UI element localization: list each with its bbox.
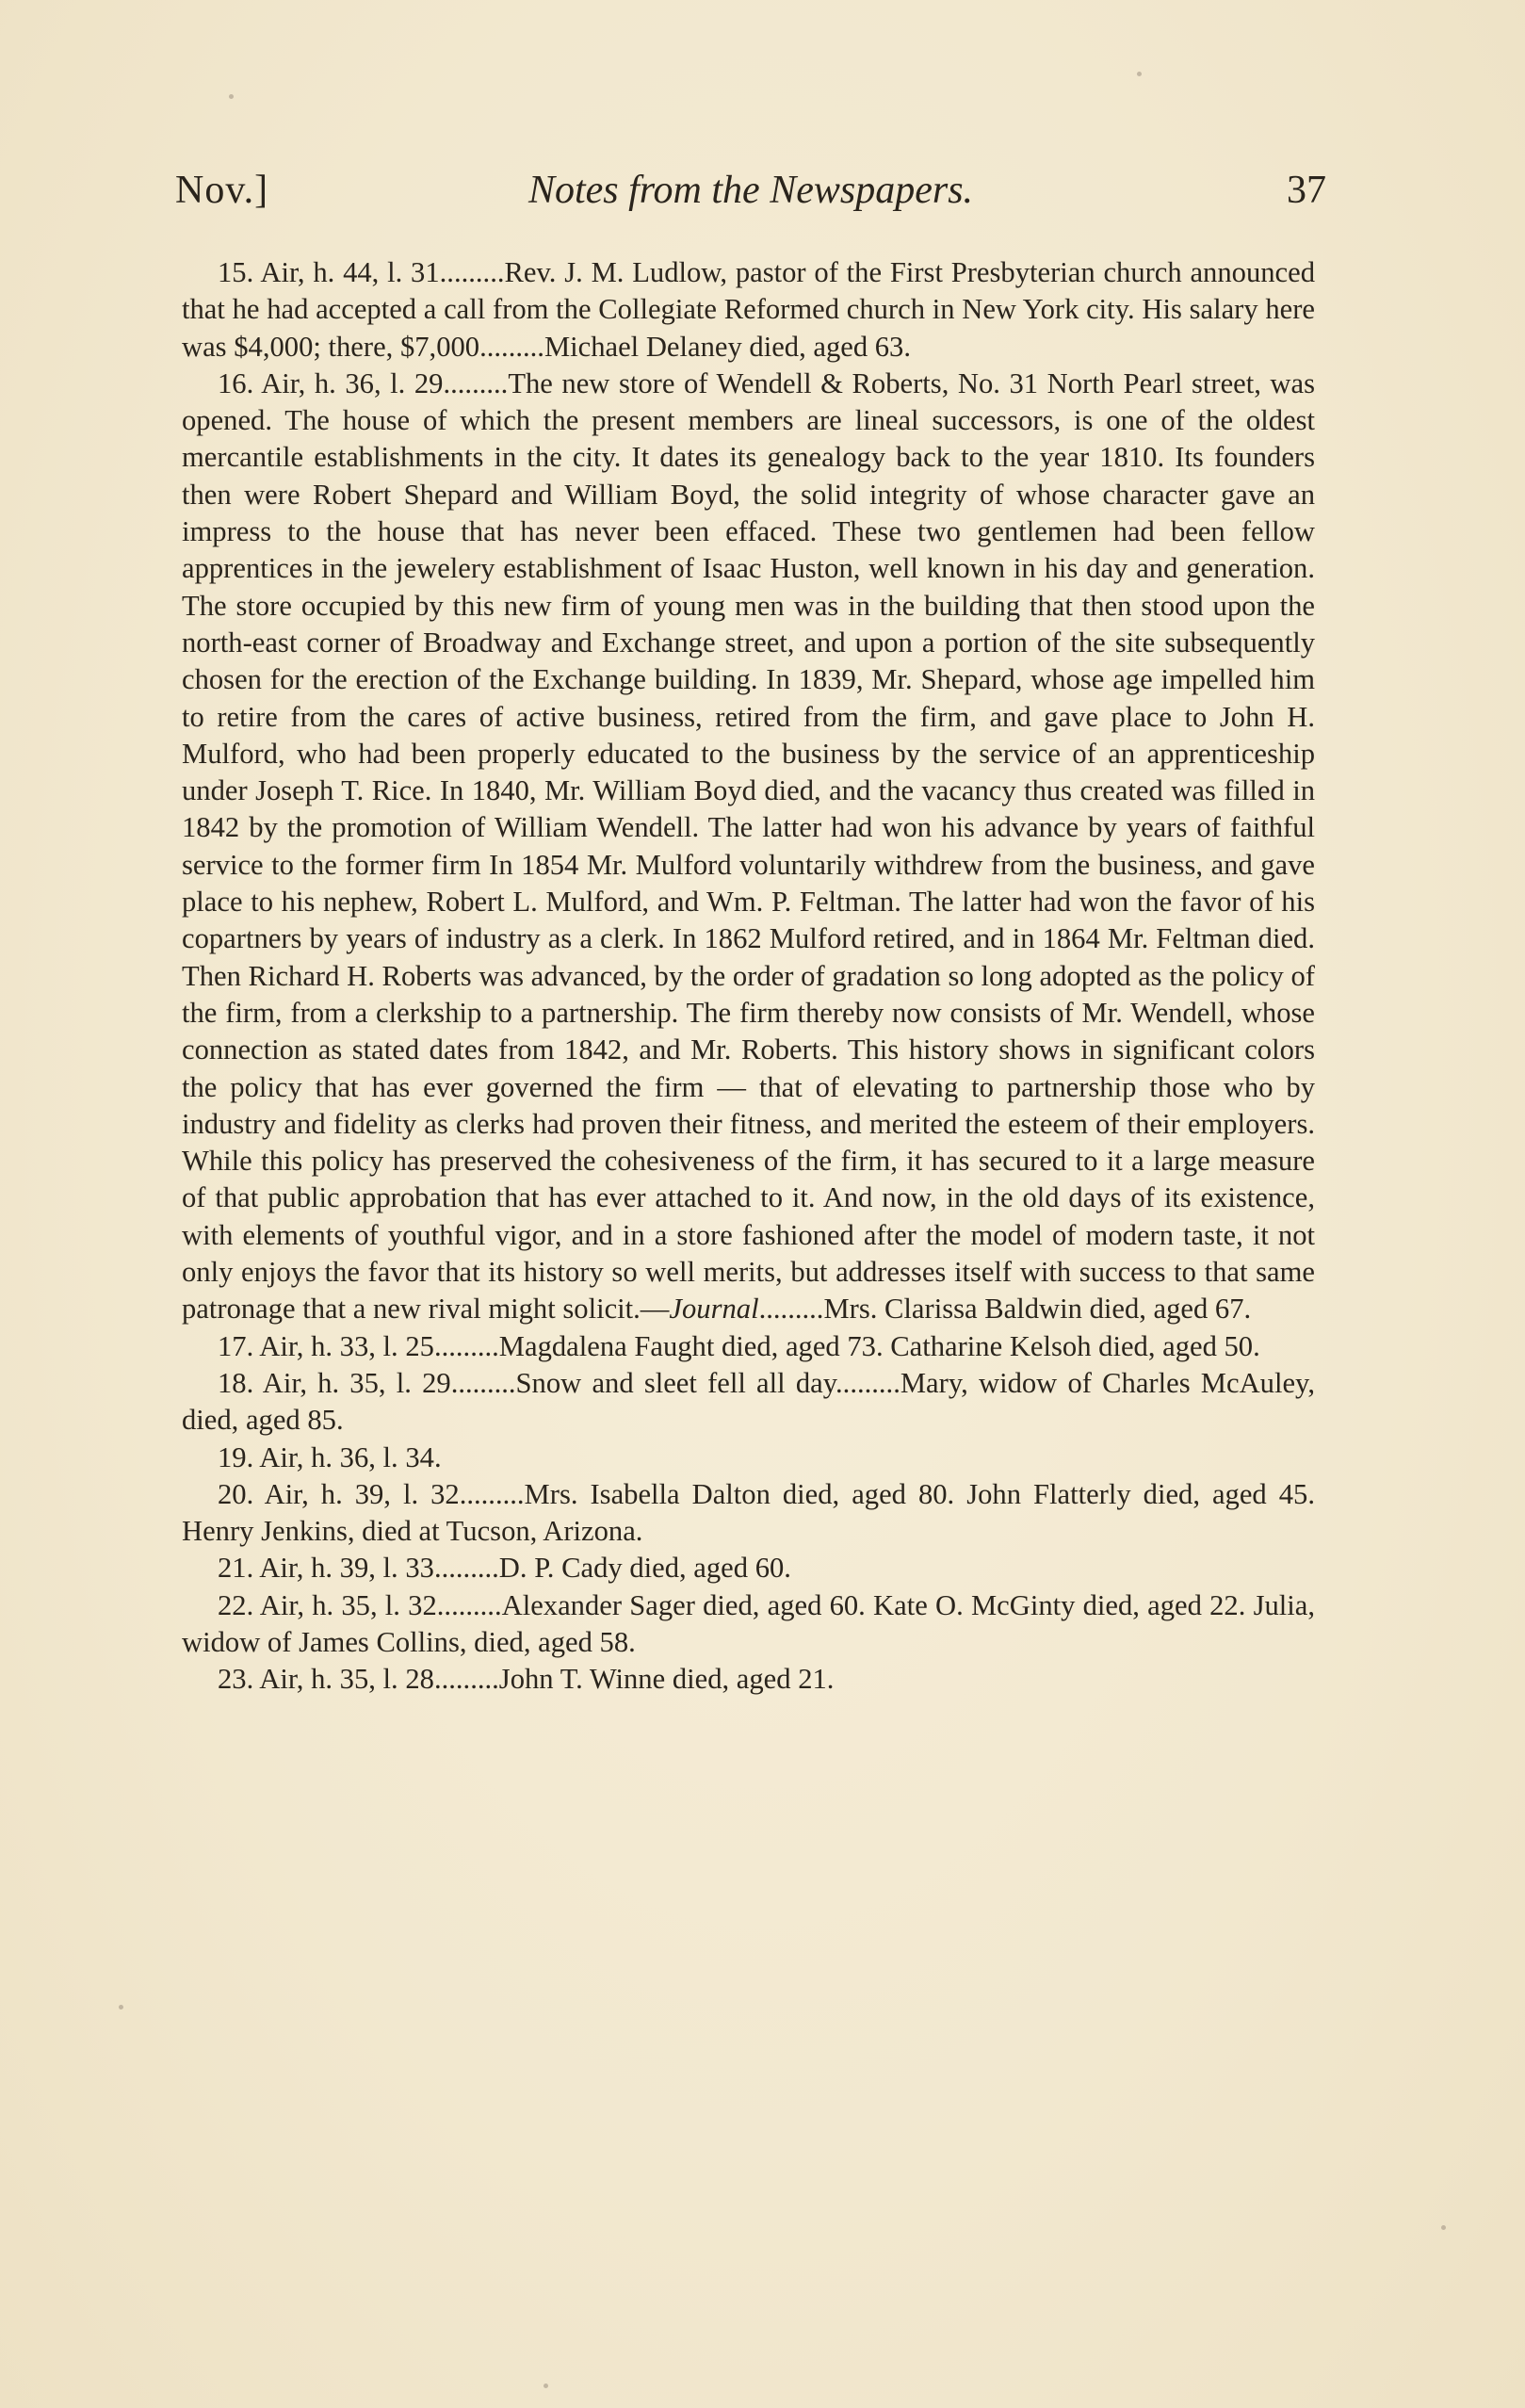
leader-dots: ......... [836,1366,900,1399]
entry-date: 15. [218,256,254,288]
leader-dots: ......... [433,1552,499,1585]
header-title: Notes from the Newspapers. [527,169,974,212]
entry-15 [182,254,1315,366]
paper-speck [1137,72,1142,76]
leader-dots: ......... [436,1588,502,1621]
entry-text: Mrs. Isabella Dalton died, aged 80. John Flatterly died, aged 45. Henry Jenkins, died at Tucson, Arizona. [182,1477,1315,1548]
paper-speck [543,2384,548,2388]
running-header [175,168,1326,220]
paper-speck [119,2005,123,2009]
entry-source: Journal [669,1293,759,1326]
body-text [182,254,1315,1699]
entry-date: 16. [218,366,254,399]
entry-text: Magdalena Faught died, aged 73. Catharine Kelsoh died, aged 50. [498,1329,1260,1362]
leader-dots: ......... [459,1477,525,1510]
leader-dots: ......... [433,1663,499,1696]
entry-17 [182,1328,1315,1365]
leader-dots: ......... [439,256,505,288]
entry-text-2: Mrs. Clarissa Baldwin died, aged 67. [823,1293,1252,1326]
entry-weather: Air, h. 33, l. 25 [259,1329,434,1362]
entry-text: Rev. J. M. Ludlow, pastor of the First Presbyterian church announced that he had accepted a call from the Collegiate Reformed church in New York city. His salary here was $4,000; there, $7,000 [182,256,1315,363]
entry-weather: Air, h. 35, l. 28 [259,1663,434,1696]
entry-date: 23. [218,1663,254,1696]
entry-18 [182,1365,1315,1440]
entry-weather: Air, h. 36, l. 29 [261,366,444,399]
leader-dots: ......... [450,1366,516,1399]
entry-weather: Air, h. 35, l. 32 [259,1588,437,1621]
entry-text: John T. Winne died, aged 21. [498,1663,835,1696]
entry-weather: Air, h. 39, l. 32 [264,1477,460,1510]
entry-text: Snow and sleet fell all day [515,1366,836,1399]
entry-date: 21. [218,1552,254,1585]
leader-dots: ......... [758,1293,824,1326]
entry-weather: Air, h. 39, l. 33 [259,1552,434,1585]
entry-22 [182,1587,1315,1662]
leader-dots: ......... [433,1329,499,1362]
entry-date: 22. [218,1588,254,1621]
entry-weather: Air, h. 44, l. 31 [260,256,440,288]
entry-date: 17. [218,1329,254,1362]
entry-text: D. P. Cady died, aged 60. [498,1552,791,1585]
paper-speck [1441,2225,1446,2230]
entry-21 [182,1550,1315,1586]
entry-weather: Air, h. 35, l. 29 [262,1366,451,1399]
entry-text: The new store of Wendell & Roberts, No. 31 North Pearl street, was opened. The house of which the present members are lineal successors, is one of the oldest mercantile establishments in the city. It dates its genealogy back to the year 1810. Its founders then were Robert Shepard and William Boyd, the solid integrity of whose character gave an impress to the house that has never been effaced. These two gentlemen had been fellow apprentices in the jewelery establishment of Isaac Huston, well known in his day and generation. The store occupied by this new firm of young men was in the building that then stood upon the north-east corner of Broadway and Exchange street, and upon a portion of the site subsequently chosen for the erection of the Exchange building. In 1839, Mr. Shepard, whose age impelled him to retire from the cares of active business, retired from the firm, and gave place to John H. Mulford, who had been properly educated to the business by the service of an apprenticeship under Joseph T. Rice. In 1840, Mr. William Boyd died, and the vacancy thus created was filled in 1842 by the promotion of William Wendell. The latter had won his advance by years of faithful service to the former firm In 1854 Mr. Mulford voluntarily withdrew from the business, and gave place to his nephew, Robert L. Mulford, and Wm. P. Feltman. The latter had won the favor of his copartners by years of industry as a clerk. In 1862 Mulford retired, and in 1864 Mr. Feltman died. Then Richard H. Roberts was advanced, by the order of gradation so long adopted as the policy of the firm, from a clerkship to a partnership. The firm thereby now consists of Mr. Wendell, whose connection as stated dates from 1842, and Mr. Roberts. This history shows in significant colors the policy that has ever governed the firm — that of elevating to partnership those who by industry and fidelity as clerks had proven their fitness, and merited the esteem of their employers. While this policy has preserved the cohesiveness of the firm, it has secured to it a large measure of that public approbation that has ever attached to it. And now, in the old days of its existence, with elements of youthful vigor, and in a store fashioned after the model of modern taste, it not only enjoys the favor that its history so well merits, but addresses itself with success to that same patronage that a new rival might solicit.— [182,366,1316,1326]
entry-20 [182,1476,1315,1551]
entry-date: 20. [218,1477,254,1510]
entry-text-2: Mary, widow of Charles McAuley, died, aged 85. [182,1366,1316,1437]
entry-date: 18. [218,1366,254,1399]
entry-date: 19. [218,1440,254,1473]
entry-19 [182,1440,1315,1476]
entry-23 [182,1661,1315,1698]
paper-speck [229,94,234,99]
page-number: 37 [1287,169,1326,212]
leader-dots: ......... [443,366,509,399]
header-month: Nov.] [175,169,269,212]
leader-dots: ......... [479,330,544,363]
entry-16 [182,366,1315,1328]
entry-weather: Air, h. 36, l. 34. [259,1440,442,1473]
entry-text: Alexander Sager died, aged 60. Kate O. McGinty died, aged 22. Julia, widow of James Collins, died, aged 58. [182,1588,1315,1658]
entry-text-2: Michael Delaney died, aged 63. [543,330,912,363]
